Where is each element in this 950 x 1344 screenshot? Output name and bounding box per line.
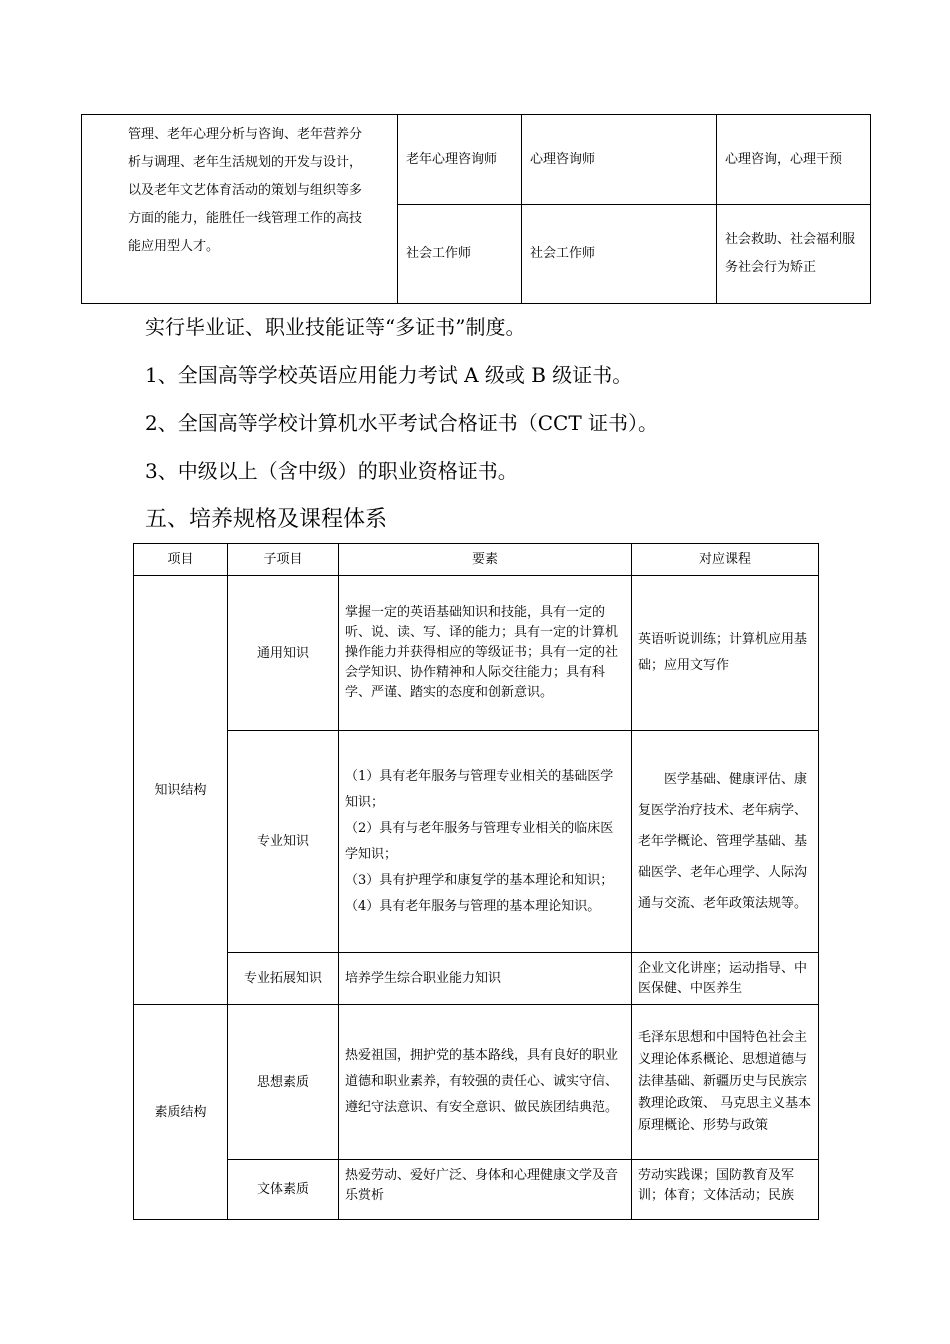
- objective-line: 管理、老年心理分析与咨询、老年营养分: [128, 127, 363, 142]
- objective-line: 能应用型人才。: [128, 239, 220, 254]
- section-heading: 五、培养规格及课程体系: [145, 507, 388, 532]
- sub-item-cell: 专业知识: [228, 731, 339, 953]
- cert-cell: 社会工作师: [398, 205, 522, 304]
- element-cell: 热爱祖国，拥护党的基本路线，具有良好的职业道德和职业素养，有较强的责任心、诚实守信、遵纪守法意识、有安全意识、做民族团结典范。: [339, 1005, 632, 1160]
- element-cell: 掌握一定的英语基础知识和技能，具有一定的听、说、读、写、译的能力；具有一定的计算机操作能力并获得相应的等级证书；具有一定的社会学知识、协作精神和人际交往能力；具有科学、严谨、踏实的态度和创新意识。: [339, 576, 632, 731]
- course-cell: 企业文化讲座；运动指导、中医保健、中医养生: [632, 953, 819, 1005]
- objective-line: 以及老年文艺体育活动的策划与组织等多: [128, 183, 363, 198]
- cert-cell: 心理咨询，心理干预: [717, 115, 871, 205]
- training-objective-cell: [82, 115, 398, 304]
- header-cell: 对应课程: [632, 544, 819, 576]
- course-cell: 医学基础、健康评估、康复医学治疗技术、老年病学、老年学概论、管理学基础、基础医学、老年心理学、人际沟通与交流、老年政策法规等。: [632, 731, 819, 953]
- element-cell: [339, 731, 632, 953]
- header-cell: 子项目: [228, 544, 339, 576]
- sub-item-cell: 文体素质: [228, 1160, 339, 1220]
- paragraph: 3、中级以上（含中级）的职业资格证书。: [145, 459, 518, 483]
- group-cell: 素质结构: [134, 1005, 228, 1220]
- paragraph: 1、全国高等学校英语应用能力考试 A 级或 B 级证书。: [145, 363, 633, 387]
- sub-item-cell: 通用知识: [228, 576, 339, 731]
- sub-item-cell: 思想素质: [228, 1005, 339, 1160]
- header-cell: 要素: [339, 544, 632, 576]
- course-cell: 毛泽东思想和中国特色社会主义理论体系概论、思想道德与法律基础、新疆历史与民族宗教理论政策、 马克思主义基本原理概论、形势与政策: [632, 1005, 819, 1160]
- header-cell: 项目: [134, 544, 228, 576]
- element-cell: 热爱劳动、爱好广泛、身体和心理健康文学及音乐赏析: [339, 1160, 632, 1220]
- group-cell: 知识结构: [134, 576, 228, 1005]
- cert-cell: 社会救助、社会福利服务社会行为矫正: [717, 205, 871, 304]
- cert-cell: 心理咨询师: [522, 115, 717, 205]
- element-line: （3）具有护理学和康复学的基本理论和知识；: [345, 872, 614, 888]
- course-cell: 劳动实践课；国防教育及军训；体育；文体活动；民族: [632, 1160, 819, 1220]
- certificate-table: [81, 114, 871, 304]
- cert-cell: 老年心理咨询师: [398, 115, 522, 205]
- objective-line: 方面的能力，能胜任一线管理工作的高技: [128, 211, 363, 226]
- course-cell: 英语听说训练；计算机应用基础；应用文写作: [632, 576, 819, 731]
- curriculum-table: [133, 543, 819, 1220]
- element-line: （4）具有老年服务与管理的基本理论知识。: [345, 898, 601, 914]
- sub-item-cell: 专业拓展知识: [228, 953, 339, 1005]
- element-line: （1）具有老年服务与管理专业相关的基础医学知识；: [345, 768, 614, 810]
- element-line: （2）具有与老年服务与管理专业相关的临床医学知识；: [345, 820, 614, 862]
- element-cell: 培养学生综合职业能力知识: [339, 953, 632, 1005]
- cert-cell: 社会工作师: [522, 205, 717, 304]
- objective-line: 析与调理、老年生活规划的开发与设计，: [128, 155, 363, 170]
- paragraph: 实行毕业证、职业技能证等“多证书”制度。: [145, 315, 526, 339]
- paragraph: 2、全国高等学校计算机水平考试合格证书（CCT 证书）。: [145, 411, 659, 435]
